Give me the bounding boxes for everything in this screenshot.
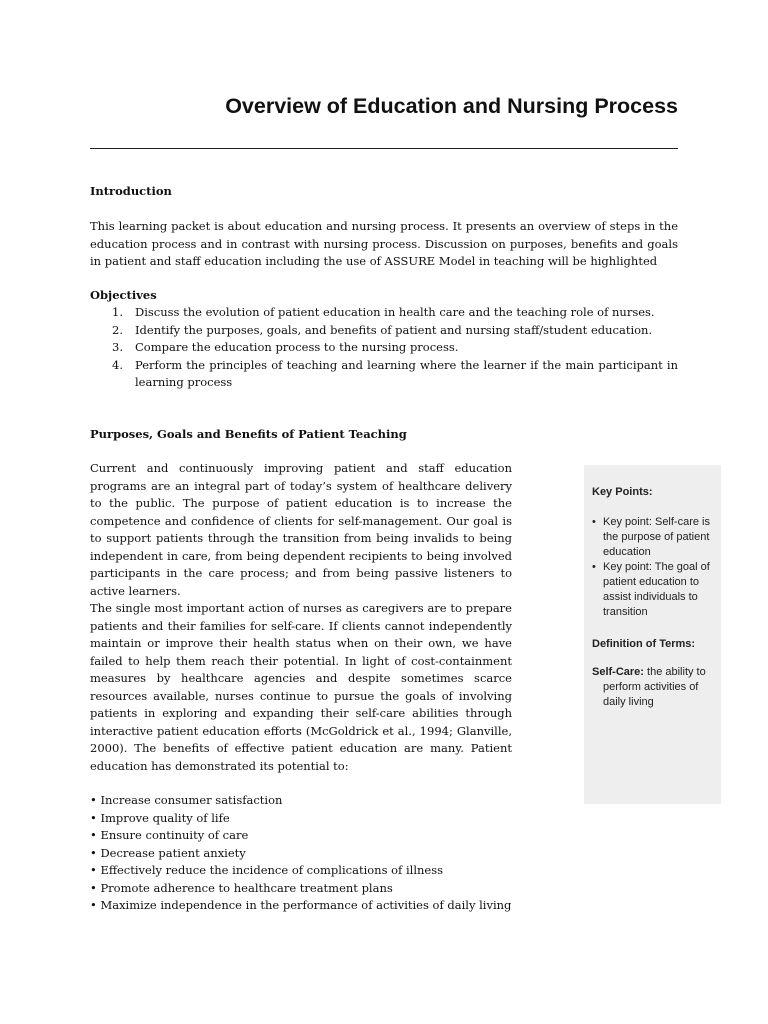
objective-item [90, 304, 678, 322]
benefit-item: • Maximize independence in the performance of activities of daily living [90, 898, 512, 912]
benefit-item: • Ensure continuity of care [90, 828, 249, 842]
term-text: the ability to perform activities of daily living [603, 666, 706, 708]
key-point-text: Key point: Self-care is the purpose of patient education [603, 516, 710, 558]
page-title: Overview of Education and Nursing Process [225, 94, 678, 118]
key-point-text: Key point: The goal of patient education to assist individuals to transition [603, 561, 710, 618]
benefit-item: • Improve quality of life [90, 810, 230, 825]
objective-text: Discuss the evolution of patient education in health care and the teaching role of nurses. [135, 305, 655, 319]
bullet-icon: • [592, 561, 596, 573]
objective-item [90, 322, 678, 340]
objective-number: 3. [112, 340, 123, 354]
purposes-heading: Purposes, Goals and Benefits of Patient Teaching [90, 427, 407, 441]
objective-item [90, 357, 678, 392]
key-point-item [592, 515, 717, 560]
definitions-heading: Definition of Terms: [592, 638, 696, 650]
bullet-icon: • [592, 516, 596, 528]
benefit-item: • Increase consumer satisfaction [90, 793, 283, 807]
objective-item [90, 339, 678, 357]
key-points-heading: Key Points: [592, 486, 653, 498]
objective-number: 1. [112, 305, 123, 319]
objectives-list [90, 304, 678, 392]
objective-number: 2. [112, 322, 123, 337]
benefit-item: • Decrease patient anxiety [90, 845, 246, 860]
title-divider [90, 148, 678, 149]
benefit-item: • Promote adherence to healthcare treatment plans [90, 880, 393, 895]
objective-number: 4. [112, 357, 123, 372]
benefits-list [90, 792, 530, 915]
objectives-heading: Objectives [90, 288, 157, 302]
key-points-list [592, 515, 717, 620]
key-points-sidebar [584, 465, 721, 804]
benefit-item: • Effectively reduce the incidence of complications of illness [90, 863, 444, 877]
introduction-text: This learning packet is about education and nursing process. It presents an overview of steps in the education process and in contrast with nursing process. Discussion on purposes, benefits and goals in patient and staff education including the use of ASSURE Model in teaching will be highlighted [90, 219, 678, 268]
introduction-heading: Introduction [90, 184, 172, 198]
term-definition [592, 665, 721, 710]
objective-text: Compare the education process to the nursing process. [135, 340, 459, 354]
purposes-paragraph-2: The single most important action of nurses as caregivers are to prepare patients and their families for self-care. If clients cannot independently maintain or improve their health status when on their own, we have failed to help them reach their potential. In light of cost-containment measures by healthcare agencies and despite sometimes scarce resources available, nurses continue to pursue the goals of involving patients in exploring and expanding their self-care abilities through interactive patient education efforts (McGoldrick et al., 1994; Glanville, 2000). The benefits of effective patient education are many. Patient education has demonstrated its potential to: [90, 601, 512, 773]
purposes-paragraph-1: Current and continuously improving patient and staff education programs are an integral part of today’s system of healthcare delivery to the public. The purpose of patient education is to increase the competence and confidence of clients for self-management. Our goal is to support patients through the transition from being invalids to being independent in care, from being dependent recipients to being involved participants in the care process; and from being passive listeners to active learners. [90, 461, 512, 598]
term-label: Self-Care: [592, 666, 644, 678]
key-point-item [592, 560, 717, 620]
objective-text: Identify the purposes, goals, and benefits of patient and nursing staff/student education. [135, 322, 653, 337]
objective-text: Perform the principles of teaching and learning where the learner if the main participant in learning process [135, 357, 678, 389]
